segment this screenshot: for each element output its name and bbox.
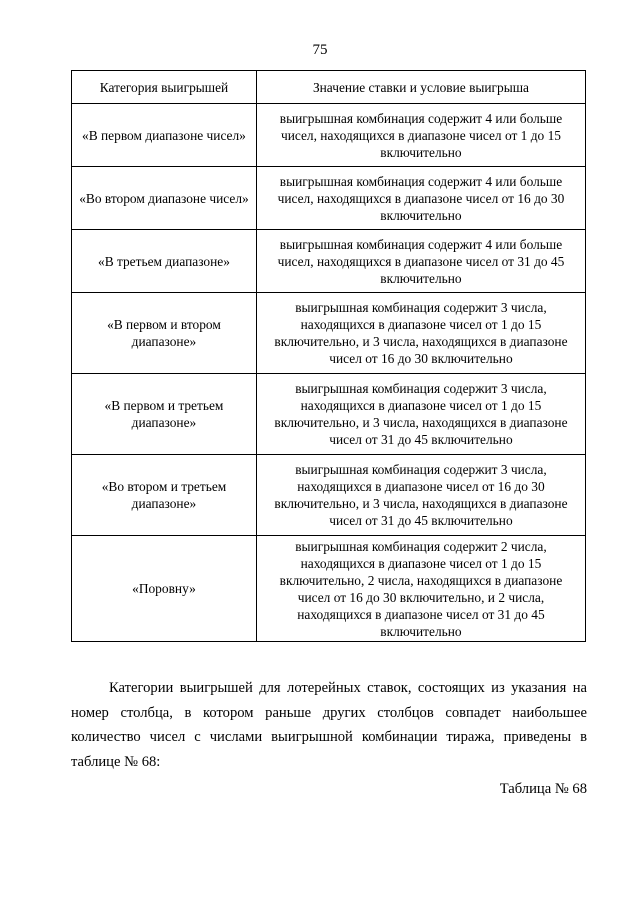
header-condition: Значение ставки и условие выигрыша [256,71,585,104]
table-row [72,293,586,374]
body-paragraph: Категории выигрышей для лотерейных ставок, состоящих из указания на номер столбца, в котором раньше других столбцов совпадет наибольшее количество чисел с числами выигрышной комбинации тиража, приведены в таблице № 68: [71,680,587,770]
category-cell: «В первом и втором диапазоне» [72,293,257,374]
table-row [72,167,586,230]
category-cell: «Поровну» [72,536,257,642]
category-cell: «В первом диапазоне чисел» [72,104,257,167]
category-cell: «Во втором диапазоне чисел» [72,167,257,230]
table-caption: Таблица № 68 [499,781,587,797]
table-row [72,230,586,293]
table-row [72,104,586,167]
table-header-row [72,71,586,104]
header-category: Категория выигрышей [72,71,257,104]
winning-categories-table [71,70,586,642]
condition-cell: выигрышная комбинация содержит 4 или больше чисел, находящихся в диапазоне чисел от 31 до 45 включительно [256,230,585,293]
condition-cell: выигрышная комбинация содержит 3 числа, находящихся в диапазоне чисел от 16 до 30 включительно, и 3 числа, находящихся в диапазоне чисел от 31 до 45 включительно [256,455,585,536]
condition-cell: выигрышная комбинация содержит 2 числа, находящихся в диапазоне чисел от 1 до 15 включительно, 2 числа, находящихся в диапазоне чисел от 16 до 30 включительно, и 2 числа, находящихся в диапазоне чисел от 31 до 45 включительно [256,536,585,642]
table-row [72,455,586,536]
condition-cell: выигрышная комбинация содержит 3 числа, находящихся в диапазоне чисел от 1 до 15 включительно, и 3 числа, находящихся в диапазоне чисел от 16 до 30 включительно [256,293,585,374]
condition-cell: выигрышная комбинация содержит 4 или больше чисел, находящихся в диапазоне чисел от 16 до 30 включительно [256,167,585,230]
table-row [72,374,586,455]
category-cell: «В первом и третьем диапазоне» [72,374,257,455]
category-cell: «Во втором и третьем диапазоне» [72,455,257,536]
condition-cell: выигрышная комбинация содержит 3 числа, находящихся в диапазоне чисел от 1 до 15 включительно, и 3 числа, находящихся в диапазоне чисел от 31 до 45 включительно [256,374,585,455]
condition-cell: выигрышная комбинация содержит 4 или больше чисел, находящихся в диапазоне чисел от 1 до 15 включительно [256,104,585,167]
category-cell: «В третьем диапазоне» [72,230,257,293]
table-row [72,536,586,642]
page-number: 75 [312,42,328,58]
